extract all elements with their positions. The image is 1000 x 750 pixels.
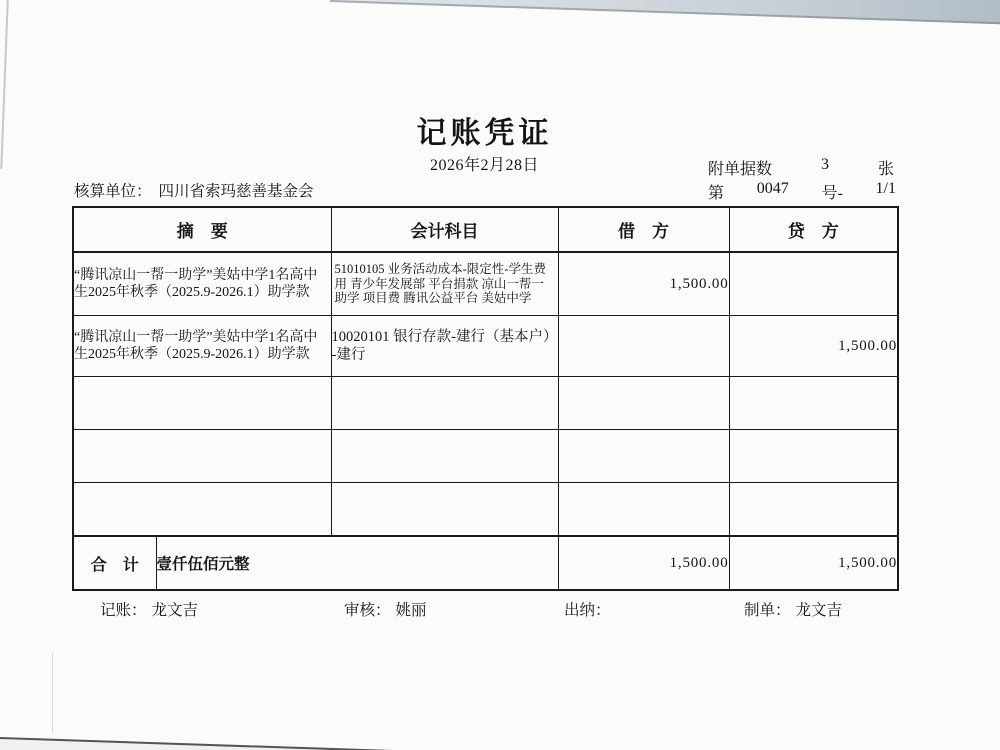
attachment-count-line	[708, 156, 894, 179]
cashier-signature	[564, 598, 616, 620]
account-cell	[331, 483, 558, 537]
table-row	[73, 316, 898, 377]
credit-cell	[729, 430, 898, 483]
debit-cell: 1,500.00	[558, 252, 729, 316]
account-cell: 51010105 业务活动成本-限定性-学生费用 青少年发展部 平台捐款 凉山一帮一助学 项目费 腾讯公益平台 美姑中学	[331, 252, 558, 316]
accounting-unit-label: 核算单位：	[74, 183, 152, 200]
accounting-unit-line	[74, 179, 314, 201]
preparer-name: 龙文吉	[795, 602, 843, 619]
attachment-count: 3	[821, 156, 829, 173]
preparer-label: 制单：	[744, 602, 791, 619]
summary-cell	[73, 430, 331, 483]
account-cell: 10020101 银行存款-建行（基本户）-建行	[331, 316, 558, 377]
header-debit: 借 方	[558, 207, 729, 252]
debit-cell	[558, 316, 729, 377]
header-credit: 贷 方	[729, 207, 898, 252]
credit-cell	[729, 483, 898, 537]
reviewer-name: 姚丽	[395, 602, 427, 619]
total-row	[73, 536, 898, 590]
preparer-signature	[744, 598, 842, 620]
debit-cell	[558, 483, 729, 537]
voucher-number-value: 0047	[756, 180, 789, 197]
header-summary: 摘 要	[73, 207, 331, 252]
voucher-number-prefix: 第	[708, 185, 725, 202]
table-row	[73, 483, 898, 537]
summary-cell: “腾讯凉山一帮一助学”美姑中学1名高中生2025年秋季（2025.9-2026.1）助学款	[73, 316, 331, 377]
debit-cell	[558, 430, 729, 483]
summary-cell: “腾讯凉山一帮一助学”美姑中学1名高中生2025年秋季（2025.9-2026.1）助学款	[73, 252, 331, 316]
credit-cell	[729, 377, 898, 430]
table-row	[73, 377, 898, 430]
reviewer-signature	[344, 598, 427, 620]
summary-cell	[73, 483, 331, 537]
voucher-number-suffix: 号-	[821, 185, 843, 202]
total-debit-cell: 1,500.00	[558, 536, 729, 590]
amount-in-words: 壹仟伍佰元整	[156, 536, 558, 590]
voucher-date: 2026年2月28日	[429, 157, 539, 174]
credit-cell	[729, 252, 898, 316]
attachment-unit: 张	[877, 161, 894, 178]
voucher-title: 记账凭证	[416, 117, 553, 150]
summary-cell	[73, 377, 331, 430]
table-header-row	[73, 207, 898, 252]
bookkeeper-name: 龙文吉	[151, 602, 199, 619]
signature-row	[72, 598, 897, 622]
table-row	[73, 252, 898, 316]
voucher-page-number: 1/1	[875, 180, 896, 197]
bookkeeper-signature	[100, 598, 198, 620]
total-label: 合 计	[73, 536, 156, 590]
credit-cell: 1,500.00	[729, 316, 898, 377]
account-cell	[331, 430, 558, 483]
debit-cell	[558, 377, 729, 430]
accounting-unit-name: 四川省索玛慈善基金会	[158, 183, 314, 200]
voucher-table	[72, 206, 899, 591]
table-row	[73, 430, 898, 483]
attachment-label: 附单据数	[708, 161, 773, 178]
voucher-number-line	[708, 180, 896, 203]
bookkeeper-label: 记账：	[100, 602, 147, 619]
header-account: 会计科目	[331, 207, 558, 252]
reviewer-label: 审核：	[344, 602, 391, 619]
account-cell	[331, 377, 558, 430]
total-credit-cell: 1,500.00	[729, 536, 898, 590]
cashier-label: 出纳：	[564, 602, 611, 619]
